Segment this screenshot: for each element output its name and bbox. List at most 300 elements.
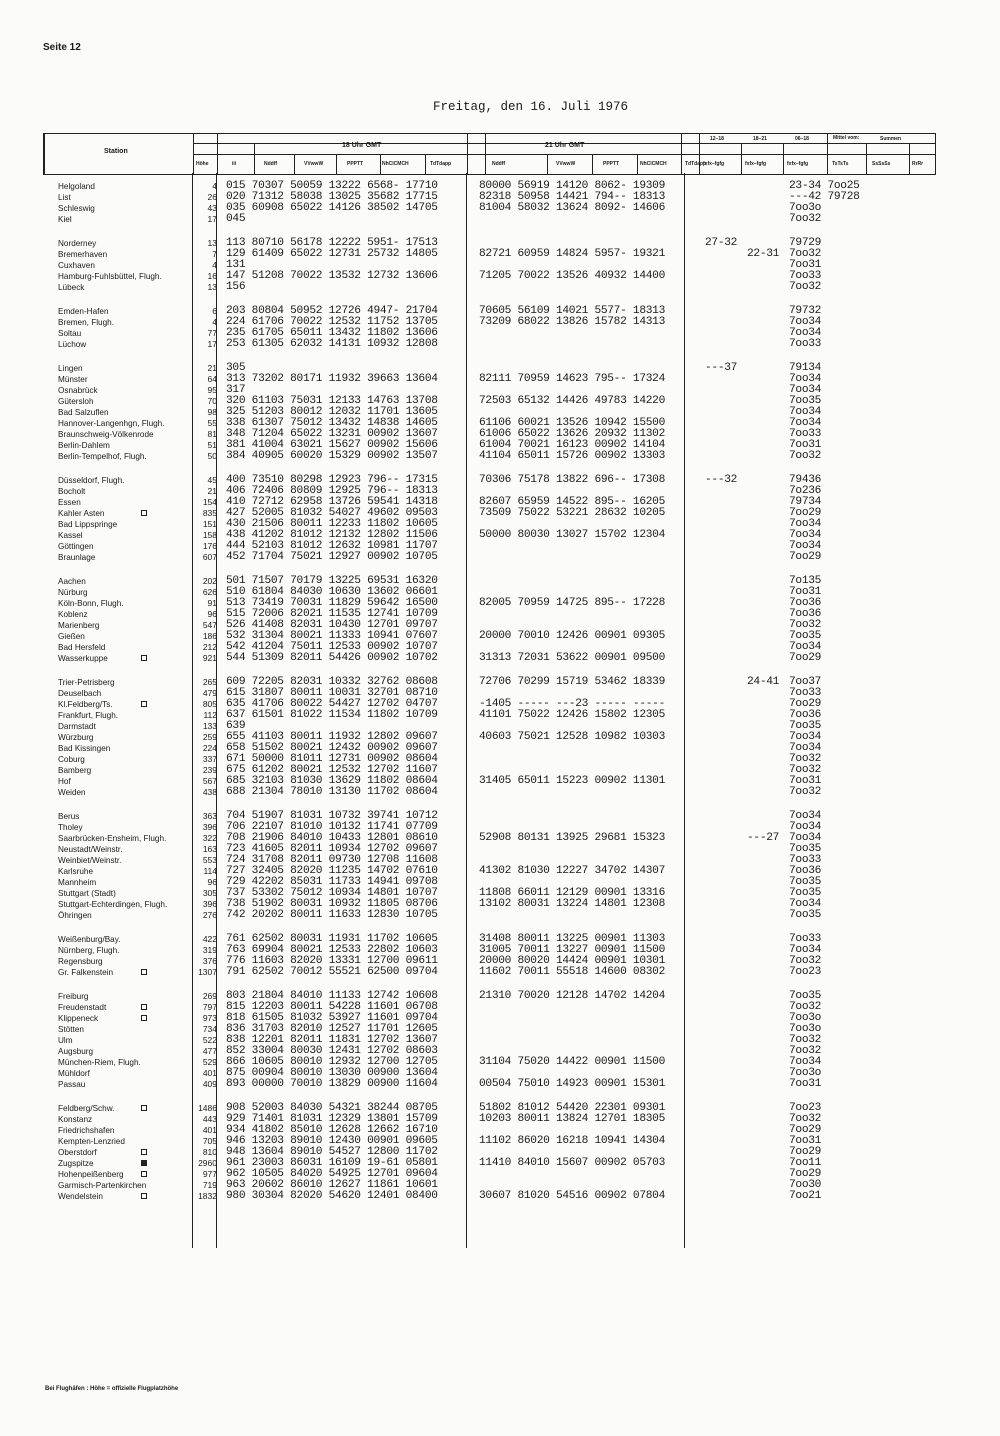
station-name: Nürburg — [58, 588, 88, 597]
square-marker — [141, 655, 147, 661]
station-name: Freudenstadt — [58, 1003, 107, 1012]
mittel-summen: 79732 — [789, 305, 822, 317]
mittel-summen: 7oo23 — [789, 1102, 822, 1114]
obs-18-gmt: 515 72006 82021 11535 12741 10709 — [226, 608, 438, 620]
mittel-summen: 7oo29 — [789, 507, 822, 519]
station-height: 163 — [202, 844, 217, 854]
obs-18-gmt: 729 42202 85031 11733 14941 09708 — [226, 876, 438, 888]
table-row — [0, 1024, 1000, 1035]
station-name: Ulm — [58, 1036, 73, 1045]
mittel-summen: 7o236 — [789, 485, 822, 497]
station-name: Bad Lippspringe — [58, 520, 118, 529]
station-name: Helgoland — [58, 182, 95, 191]
mittel-summen: 7oo32 — [789, 213, 822, 225]
obs-18-gmt: 427 52005 81032 54027 49602 09503 — [226, 507, 438, 519]
station-name: Aachen — [58, 577, 86, 586]
obs-18-gmt: 737 53302 75012 10934 14801 10707 — [226, 887, 438, 899]
header-range-12-18: 12–18 — [710, 136, 724, 142]
mittel-summen: 7oo34 — [789, 417, 822, 429]
obs-18-gmt: 934 41802 85010 12628 12662 16710 — [226, 1124, 438, 1136]
station-name: Bremen, Flugh. — [58, 318, 114, 327]
obs-18-gmt: 410 72712 62958 13726 59541 14318 — [226, 496, 438, 508]
mittel-summen: 7oo34 — [789, 316, 822, 328]
station-height: 438 — [202, 787, 217, 797]
station-name: Friedrichshafen — [58, 1126, 115, 1135]
station-height: 977 — [202, 1169, 217, 1179]
station-height: 810 — [202, 1147, 217, 1157]
station-height: 98 — [207, 407, 217, 417]
mittel-summen: 7oo35 — [789, 887, 822, 899]
station-name: Schleswig — [58, 204, 95, 213]
station-name: Coburg — [58, 755, 85, 764]
table-row — [0, 787, 1000, 798]
station-height: 114 — [203, 866, 217, 876]
header-height: Höhe — [196, 161, 209, 167]
square-marker — [141, 1171, 147, 1177]
mittel-summen: 7oo34 — [789, 641, 822, 653]
station-height: 212 — [202, 642, 217, 652]
obs-18-gmt: 980 30304 82020 54620 12401 08400 — [226, 1190, 438, 1202]
table-row — [0, 271, 1000, 282]
station-name: Frankfurt, Flugh. — [58, 711, 119, 720]
mittel-summen: 7oo34 — [789, 898, 822, 910]
obs-21-gmt: 52908 80131 13925 29681 15323 — [479, 832, 665, 844]
station-height: 422 — [202, 934, 217, 944]
station-name: Augsburg — [58, 1047, 94, 1056]
station-name: Gießen — [58, 632, 85, 641]
table-row — [0, 530, 1000, 541]
station-name: Marienberg — [58, 621, 100, 630]
header-18-gmt: 18 Uhr GMT — [342, 142, 382, 149]
station-name: Konstanz — [58, 1115, 93, 1124]
station-height: 719 — [202, 1180, 217, 1190]
station-height: 7 — [212, 249, 217, 259]
table-row — [0, 1002, 1000, 1013]
obs-21-gmt: 40603 75021 12528 10982 10303 — [479, 731, 665, 743]
station-height: 479 — [202, 688, 217, 698]
station-height: 21 — [207, 486, 217, 496]
obs-18-gmt: 235 61705 65011 13432 11802 13606 — [226, 327, 438, 339]
obs-21-gmt: 81004 58032 13624 8092- 14606 — [479, 202, 665, 214]
header-nh-21: NhClCMCH — [640, 161, 667, 167]
date-heading: Freitag, den 16. Juli 1976 — [433, 100, 629, 114]
obs-21-gmt: 11102 86020 16218 10941 14304 — [479, 1135, 665, 1147]
obs-18-gmt: 866 10605 80010 12932 12700 12705 — [226, 1056, 438, 1068]
table-row — [0, 899, 1000, 910]
station-height: 13 — [207, 282, 217, 292]
mittel-summen: 7oo35 — [789, 843, 822, 855]
mittel-summen: 7oo35 — [789, 876, 822, 888]
station-height: 567 — [202, 776, 217, 786]
station-name: Klippeneck — [58, 1014, 99, 1023]
obs-21-gmt: 21310 70020 12128 14702 14204 — [479, 990, 665, 1002]
obs-18-gmt: 381 41004 63021 15627 00902 15606 — [226, 439, 438, 451]
station-name: Essen — [58, 498, 81, 507]
obs-21-gmt: 30607 81020 54516 00902 07804 — [479, 1190, 665, 1202]
obs-18-gmt: 763 69904 80021 12533 22802 10603 — [226, 944, 438, 956]
mittel-summen: 7oo33 — [789, 270, 822, 282]
obs-18-gmt: 875 00904 80010 13030 00900 13604 — [226, 1067, 438, 1079]
station-height: 4 — [212, 181, 217, 191]
station-name: Tholey — [58, 823, 83, 832]
obs-21-gmt: 61006 65022 13626 20932 11302 — [479, 428, 665, 440]
obs-21-gmt: 31104 75020 14422 00901 11500 — [479, 1056, 665, 1068]
obs-18-gmt: 706 22107 81010 10132 11741 07709 — [226, 821, 438, 833]
obs-18-gmt: 948 13604 89010 54527 12800 11702 — [226, 1146, 438, 1158]
station-height: 77 — [207, 328, 217, 338]
obs-18-gmt: 818 61505 81032 53927 11601 09704 — [226, 1012, 438, 1024]
station-height: 835 — [202, 508, 217, 518]
table-row — [0, 282, 1000, 293]
obs-18-gmt: 317 — [226, 384, 246, 396]
header-ts: TsTsTs — [832, 161, 849, 167]
station-height: 337 — [202, 754, 217, 764]
table-row — [0, 1035, 1000, 1046]
station-height: 50 — [207, 451, 217, 461]
obs-18-gmt: 035 60908 65022 14126 38502 14705 — [226, 202, 438, 214]
station-height: 17 — [207, 339, 217, 349]
table-row — [0, 203, 1000, 214]
mittel-summen: 7oo3o — [789, 1012, 822, 1024]
obs-18-gmt: 313 73202 80171 11932 39663 13604 — [226, 373, 438, 385]
header-vvwww-21: VVwwW — [556, 161, 576, 167]
mittel-summen: 7oo32 — [789, 1034, 822, 1046]
mittel-summen: 7oo31 — [789, 259, 822, 271]
mittel-summen: 7oo31 — [789, 1078, 822, 1090]
station-height: 547 — [202, 620, 217, 630]
table-row — [0, 991, 1000, 1002]
station-name: Göttingen — [58, 542, 94, 551]
station-height: 607 — [202, 552, 217, 562]
station-height: 4 — [212, 317, 217, 327]
mittel-summen: 7oo36 — [789, 608, 822, 620]
station-height: 96 — [207, 877, 217, 887]
obs-18-gmt: 742 20202 80011 11633 12830 10705 — [226, 909, 438, 921]
obs-18-gmt: 430 21506 80011 12233 11802 10605 — [226, 518, 438, 530]
table-row — [0, 1169, 1000, 1180]
obs-18-gmt: 655 41103 80011 11932 12802 09607 — [226, 731, 438, 743]
header-wind-1: fxfx–fgfg — [703, 161, 725, 167]
obs-21-gmt: 20000 80020 14424 00901 10301 — [479, 955, 665, 967]
mittel-summen: 7oo3o — [789, 1067, 822, 1079]
station-height: 259 — [202, 732, 217, 742]
table-row — [0, 653, 1000, 664]
obs-18-gmt: 384 40905 60020 15329 00902 13507 — [226, 450, 438, 462]
header-wind-3: fxfx–fgfg — [787, 161, 809, 167]
station-height: 55 — [207, 418, 217, 428]
obs-18-gmt: 635 41706 80022 54427 12702 04707 — [226, 698, 438, 710]
mittel-summen: 7oo29 — [789, 1124, 822, 1136]
station-name: Hohenpeißenberg — [58, 1170, 124, 1179]
mittel-summen: 7oo33 — [789, 687, 822, 699]
table-row — [0, 1079, 1000, 1090]
station-name: Würzburg — [58, 733, 94, 742]
station-height: 13 — [207, 238, 217, 248]
station-name: Bamberg — [58, 766, 92, 775]
mittel-summen: 79729 — [789, 237, 822, 249]
obs-18-gmt: 348 71204 65022 13231 00902 13607 — [226, 428, 438, 440]
mittel-summen: 7oo32 — [789, 786, 822, 798]
obs-21-gmt: 31405 65011 15223 00902 11301 — [479, 775, 665, 787]
mittel-summen: 7oo3o — [789, 202, 822, 214]
obs-21-gmt: 13102 80031 13224 14801 12308 — [479, 898, 665, 910]
table-row — [0, 609, 1000, 620]
header-ss: SsSsSs — [872, 161, 891, 167]
page-number: Seite 12 — [43, 42, 81, 53]
obs-18-gmt: 675 61202 80021 12532 12702 11607 — [226, 764, 438, 776]
mittel-summen: 7oo21 — [789, 1190, 822, 1202]
obs-21-gmt: 11808 66011 12129 00901 13316 — [479, 887, 665, 899]
mittel-summen: 7oo32 — [789, 753, 822, 765]
mittel-summen: 7oo33 — [789, 933, 822, 945]
mittel-summen: 7oo29 — [789, 1146, 822, 1158]
obs-21-gmt: 10203 80011 13824 12701 18305 — [479, 1113, 665, 1125]
obs-18-gmt: 015 70307 50059 13222 6568- 17710 — [226, 180, 438, 192]
table-row — [0, 1158, 1000, 1169]
station-height: 2960 — [198, 1158, 217, 1168]
table-row — [0, 576, 1000, 587]
header-station: Station — [104, 148, 128, 155]
mittel-summen: 7oo3o — [789, 1023, 822, 1035]
mittel-summen: 79436 — [789, 474, 822, 486]
obs-18-gmt: 325 51203 80012 12032 11701 13605 — [226, 406, 438, 418]
table-row — [0, 732, 1000, 743]
station-height: 1307 — [198, 967, 217, 977]
table-row — [0, 396, 1000, 407]
station-height: 64 — [207, 374, 217, 384]
obs-18-gmt: 224 61706 70022 12532 11752 13705 — [226, 316, 438, 328]
station-height: 401 — [202, 1125, 217, 1135]
wind-18-21: ---27 — [747, 832, 780, 844]
station-name: Öhringen — [58, 911, 92, 920]
station-name: Oberstdorf — [58, 1148, 97, 1157]
station-name: Münster — [58, 375, 88, 384]
obs-18-gmt: 542 41204 75011 12533 00902 10707 — [226, 641, 438, 653]
obs-18-gmt: 688 21304 78010 13130 11702 08604 — [226, 786, 438, 798]
station-height: 95 — [207, 385, 217, 395]
header-tdtd-18: TdTdapp — [430, 161, 452, 167]
table-row — [0, 910, 1000, 921]
square-marker — [141, 701, 147, 707]
mittel-summen: 7oo32 — [789, 248, 822, 260]
obs-21-gmt: 82607 65959 14522 895-- 16205 — [479, 496, 665, 508]
mittel-summen: 7oo34 — [789, 327, 822, 339]
station-height: 477 — [202, 1046, 217, 1056]
station-height: 805 — [202, 699, 217, 709]
wind-18-21: 24-41 — [747, 676, 780, 688]
station-height: 396 — [202, 899, 217, 909]
obs-18-gmt: 962 10505 84020 54925 12701 09604 — [226, 1168, 438, 1180]
table-row — [0, 754, 1000, 765]
obs-21-gmt: 11410 84010 15607 00902 05703 — [479, 1157, 665, 1169]
station-height: 154 — [202, 497, 217, 507]
obs-18-gmt: 253 61305 62032 14131 10932 12808 — [226, 338, 438, 350]
mittel-summen: 7oo33 — [789, 854, 822, 866]
obs-18-gmt: 203 80804 50952 12726 4947- 21704 — [226, 305, 438, 317]
station-name: Trier-Petrisberg — [58, 678, 115, 687]
station-height: 522 — [202, 1035, 217, 1045]
obs-18-gmt: 791 62502 70012 55521 62500 09704 — [226, 966, 438, 978]
obs-21-gmt: 61004 70021 16123 00902 14104 — [479, 439, 665, 451]
header-iii: iii — [232, 161, 237, 167]
table-row — [0, 1057, 1000, 1068]
obs-18-gmt: 609 72205 82031 10332 32762 08608 — [226, 676, 438, 688]
mittel-summen: 7oo36 — [789, 865, 822, 877]
station-height: 797 — [202, 1002, 217, 1012]
obs-21-gmt: 50000 80030 13027 15702 12304 — [479, 529, 665, 541]
station-name: Neustadt/Weinstr. — [58, 845, 123, 854]
obs-21-gmt: 70306 75178 13822 696-- 17308 — [479, 474, 665, 486]
wind-18-21: 22-31 — [747, 248, 780, 260]
obs-18-gmt: 946 13203 89010 12430 00901 09605 — [226, 1135, 438, 1147]
mittel-summen: 7oo29 — [789, 698, 822, 710]
mittel-summen: 7oo32 — [789, 955, 822, 967]
header-summen: Summen — [880, 136, 902, 142]
mittel-summen: 7oo32 — [789, 281, 822, 293]
square-marker — [141, 1149, 147, 1155]
mittel-summen: 7o135 — [789, 575, 822, 587]
footnote: Bei Flughäfen : Höhe = offizielle Flugplatzhöhe — [45, 1386, 179, 1392]
station-name: Regensburg — [58, 957, 103, 966]
station-name: Zugspitze — [58, 1159, 94, 1168]
mittel-summen: 7oo11 — [789, 1157, 822, 1169]
mittel-summen: 7oo34 — [789, 832, 822, 844]
obs-18-gmt: 320 61103 75031 12133 14763 13708 — [226, 395, 438, 407]
obs-21-gmt: 41104 65011 15726 00902 13303 — [479, 450, 665, 462]
obs-21-gmt: 61106 60021 13526 10942 15500 — [479, 417, 665, 429]
mittel-summen: 79734 — [789, 496, 822, 508]
mittel-summen: 7oo37 — [789, 676, 822, 688]
obs-18-gmt: 020 71312 58038 13025 35682 17715 — [226, 191, 438, 203]
obs-21-gmt: 73209 68022 13826 15782 14313 — [479, 316, 665, 328]
station-height: 176 — [202, 541, 217, 551]
obs-18-gmt: 738 51902 80031 10932 11805 08706 — [226, 898, 438, 910]
station-name: Passau — [58, 1080, 86, 1089]
station-height: 1832 — [198, 1191, 217, 1201]
header-vvwww-18: VVwwW — [304, 161, 324, 167]
table-row — [0, 631, 1000, 642]
table-row — [0, 374, 1000, 385]
header-ppptt-18: PPPTT — [347, 161, 364, 167]
table-row — [0, 844, 1000, 855]
wind-12-18: 27-32 — [705, 237, 738, 249]
table-row — [0, 776, 1000, 787]
square-marker — [141, 1004, 147, 1010]
obs-18-gmt: 704 51907 81031 10732 39741 10712 — [226, 810, 438, 822]
table-row — [0, 743, 1000, 754]
station-height: 4 — [212, 260, 217, 270]
station-name: Norderney — [58, 239, 97, 248]
station-name: Bocholt — [58, 487, 86, 496]
station-name: Lüchow — [58, 340, 87, 349]
station-name: Mannheim — [58, 878, 97, 887]
station-height: 305 — [202, 888, 217, 898]
header-ppptt-21: PPPTT — [603, 161, 620, 167]
mittel-summen: 7oo30 — [789, 1179, 822, 1191]
obs-21-gmt: 72706 70299 15719 53462 18339 — [479, 676, 665, 688]
station-height: 443 — [202, 1114, 217, 1124]
obs-21-gmt: 31313 72031 53622 00901 09500 — [479, 652, 665, 664]
obs-18-gmt: 406 72406 80809 12925 796-- 18313 — [226, 485, 438, 497]
mittel-summen: 7oo34 — [789, 406, 822, 418]
station-name: Lingen — [58, 364, 83, 373]
station-name: Osnabrück — [58, 386, 98, 395]
table-row — [0, 214, 1000, 225]
obs-18-gmt: 727 32405 82020 11235 14702 07610 — [226, 865, 438, 877]
obs-18-gmt: 685 32103 81030 13629 11802 08604 — [226, 775, 438, 787]
station-name: Darmstadt — [58, 722, 96, 731]
table-row — [0, 508, 1000, 519]
obs-18-gmt: 129 61409 65022 12731 25732 14805 — [226, 248, 438, 260]
station-name: Weißenburg/Bay. — [58, 935, 121, 944]
obs-21-gmt: 41101 75022 12426 15802 12305 — [479, 709, 665, 721]
station-name: Gütersloh — [58, 397, 94, 406]
mittel-summen: 7oo31 — [789, 439, 822, 451]
mittel-summen: 7oo33 — [789, 428, 822, 440]
table-row — [0, 328, 1000, 339]
station-name: Stötten — [58, 1025, 84, 1034]
header-range-06-18: 06–18 — [795, 136, 809, 142]
station-height: 265 — [202, 677, 217, 687]
mittel-summen: 7oo34 — [789, 810, 822, 822]
header-21-gmt: 21 Uhr GMT — [545, 142, 585, 149]
mittel-summen: 7oo34 — [789, 731, 822, 743]
table-row — [0, 339, 1000, 350]
header-rr: RrRr — [912, 161, 924, 167]
station-height: 151 — [202, 519, 217, 529]
obs-21-gmt: 00504 75010 14923 00901 15301 — [479, 1078, 665, 1090]
station-name: Nürnberg, Flugh. — [58, 946, 120, 955]
table-row — [0, 475, 1000, 486]
station-height: 376 — [202, 956, 217, 966]
station-height: 96 — [207, 609, 217, 619]
station-name: Stuttgart-Echterdingen, Flugh. — [58, 900, 168, 909]
obs-18-gmt: 544 51309 82011 54426 00902 10702 — [226, 652, 438, 664]
station-name: Braunschweig-Völkenrode — [58, 430, 154, 439]
table-row — [0, 317, 1000, 328]
station-height: 133 — [202, 721, 217, 731]
station-height: 26 — [207, 192, 217, 202]
obs-18-gmt: 639 — [226, 720, 246, 732]
station-height: 6 — [212, 306, 217, 316]
obs-21-gmt: 82111 70959 14623 795-- 17324 — [479, 373, 665, 385]
obs-21-gmt: 82005 70959 14725 895-- 17228 — [479, 597, 665, 609]
square-marker — [141, 510, 147, 516]
station-name: Weinbiet/Weinstr. — [58, 856, 122, 865]
obs-18-gmt: 526 41408 82031 10430 12701 09707 — [226, 619, 438, 631]
obs-18-gmt: 113 80710 56178 12222 5951- 17513 — [226, 237, 438, 249]
station-height: 973 — [202, 1013, 217, 1023]
mittel-summen: 7oo35 — [789, 990, 822, 1002]
obs-18-gmt: 929 71401 81031 12329 13801 15709 — [226, 1113, 438, 1125]
obs-18-gmt: 723 41605 82011 10934 12702 09607 — [226, 843, 438, 855]
mittel-summen: 7oo36 — [789, 597, 822, 609]
wind-12-18: ---32 — [705, 474, 738, 486]
station-height: 16 — [207, 271, 217, 281]
mittel-summen: 7oo34 — [789, 1056, 822, 1068]
station-height: 21 — [207, 363, 217, 373]
mittel-summen: 7oo34 — [789, 518, 822, 530]
table-row — [0, 1136, 1000, 1147]
table-row — [0, 598, 1000, 609]
obs-18-gmt: 852 33004 80030 12431 12702 08603 — [226, 1045, 438, 1057]
station-name: Saarbrücken-Ensheim, Flugh. — [58, 834, 167, 843]
station-height: 91 — [207, 598, 217, 608]
obs-18-gmt: 908 52003 84030 54321 38244 08705 — [226, 1102, 438, 1114]
mittel-summen: 7oo32 — [789, 764, 822, 776]
station-name: Berus — [58, 812, 80, 821]
station-name: Emden-Hafen — [58, 307, 109, 316]
